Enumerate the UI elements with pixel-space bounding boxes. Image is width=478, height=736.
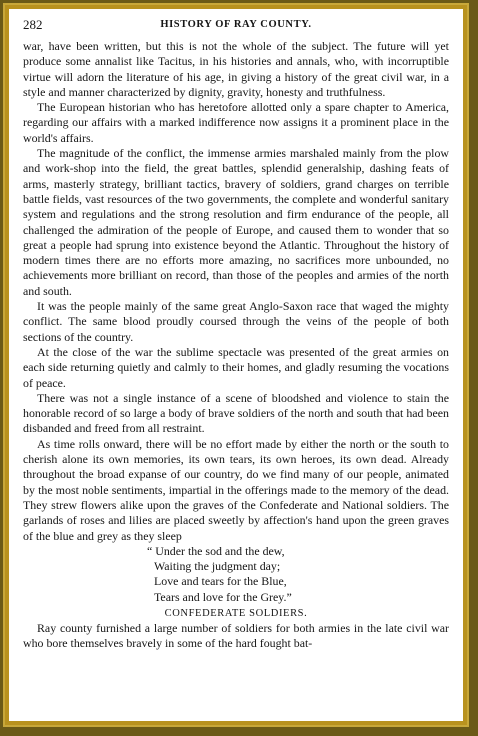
page-header <box>23 17 449 35</box>
section-heading: CONFEDERATE SOLDIERS. <box>164 607 308 619</box>
paragraph: There was not a single instance of a scene of bloodshed and violence to stain the honorable record of so large a body of brave soldiers of the north and south that had been disbanded and freed from all restraint. <box>23 390 449 436</box>
poem-line: Tears and love for the Grey.” <box>154 589 292 604</box>
paragraph: Ray county furnished a large number of soldiers for both armies in the late civil war who bore themselves bravely in some of the hard fought bat- <box>23 620 449 651</box>
page-frame <box>3 3 469 727</box>
book-page <box>9 9 463 721</box>
poem-line: Love and tears for the Blue, <box>154 574 287 589</box>
paragraph: At the close of the war the sublime spectacle was presented of the great armies on each side returning quietly and calmly to their homes, and gladly resuming the vocations of peace. <box>23 344 449 390</box>
paragraph: It was the people mainly of the same great Anglo-Saxon race that waged the mighty conflict. The same blood proudly coursed through the veins of the people of both sections of the country. <box>23 299 449 344</box>
page-number: 282 <box>23 17 43 32</box>
poem-line: “ Under the sod and the dew, <box>147 543 285 558</box>
poem-line: Waiting the judgment day; <box>154 559 281 574</box>
paragraph: The magnitude of the conflict, the immense armies marshaled mainly from the plow and work-shop into the field, the great battles, splendid generalship, dashing feats of arms, masterly strategy, brilliant tactics, bravery of soldiers, grand charges on terrible battle fields, vast resources of the two governments, the complete and wonderful sanitary system and regulations and the strong resolution and firm endurance of the people, all challenged the admiration of the people of Europe, and caused them to wonder that so great a people had sprung into existence beyond the Atlantic. Throughout the history of modern times there are no efforts more amazing, no sacrifices more unbounded, no achievements more brilliant on record, than those of the peoples and armies of the north and south. <box>23 146 449 298</box>
paragraph-continued: war, have been written, but this is not the whole of the subject. The future will yet produce some annalist like Tacitus, in his histories and annals, who, with incorruptible virtue will adorn the literature of his age, in giving a history of the great civil war, in a style and manner characterized by dignity, gravity, honesty and truthfulness. <box>23 39 449 99</box>
paragraph: As time rolls onward, there will be no effort made by either the north or the south to cherish alone its own memories, its own tears, its own heroes, its own dead. Already throughout the broad expanse of our country, do we find many of our people, animated by the most noble sentiments, impartial in the offerings made to the memory of the dead. They strew flowers alike upon the graves of the Confederate and National soldiers. The garlands of roses and lilies are placed sweetly by affection's hand upon the green graves of the blue and grey as they sleep <box>23 436 449 543</box>
paragraph: The European historian who has heretofore allotted only a spare chapter to America, regarding our affairs with a marked indifference now assigns it a prominent place in the world's affairs. <box>23 100 449 145</box>
poem-quote <box>147 544 449 605</box>
running-title: HISTORY OF RAY COUNTY. <box>160 19 312 30</box>
